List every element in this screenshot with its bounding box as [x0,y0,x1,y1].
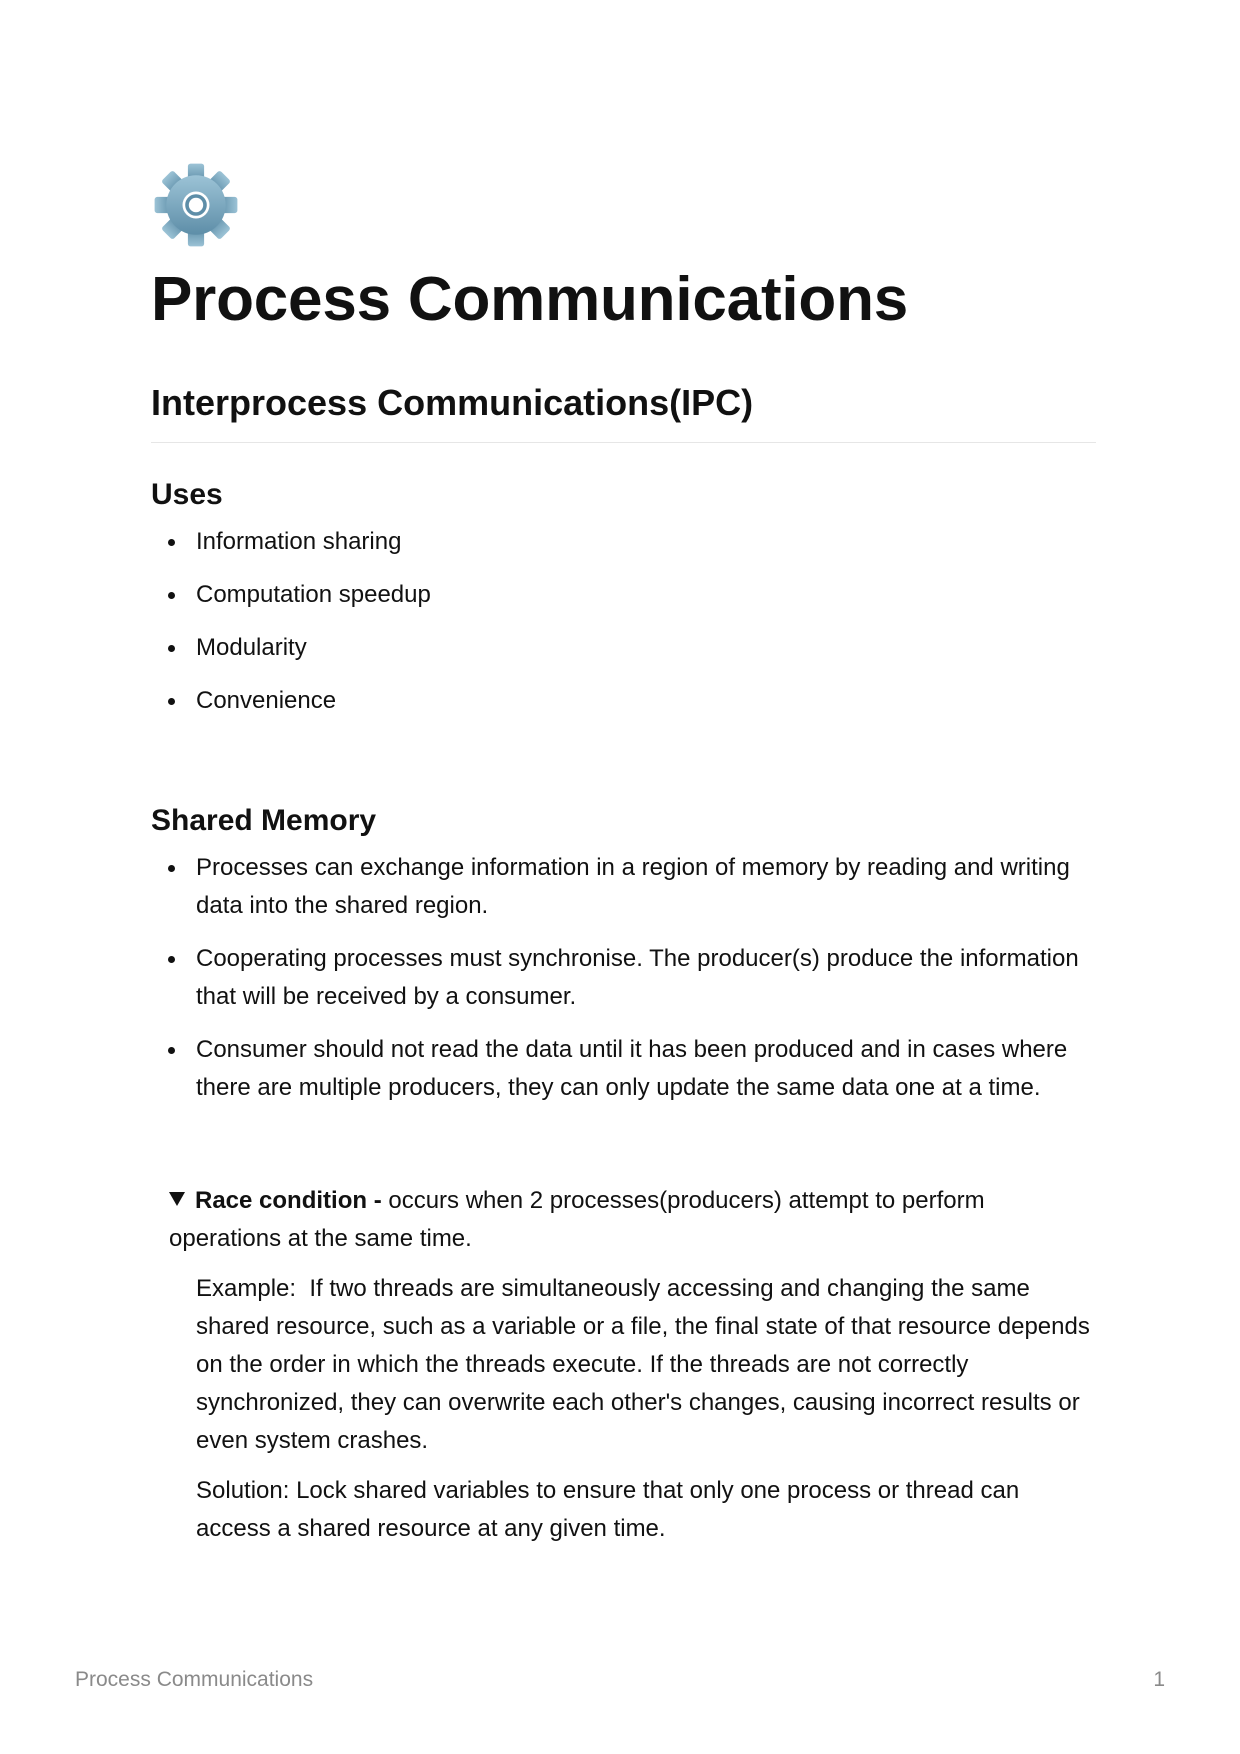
list-item [151,849,1096,925]
spacer [151,735,1096,801]
list-item [151,523,1096,561]
list-item [151,1031,1096,1107]
shared-memory-list [151,849,1096,1107]
shared-memory-heading: Shared Memory [151,804,377,837]
bullet-icon [168,698,175,705]
list-item-text: Modularity [196,634,307,661]
bullet-icon [168,592,175,599]
list-item-text: Consumer should not read the data until it has been produced and in cases where there are multiple producers, they can only update the same data one at a time. [196,1036,1068,1101]
list-item-text: Information sharing [196,528,402,555]
bullet-icon [168,645,175,652]
page-footer [75,1668,1165,1698]
triangle-down-icon[interactable] [169,1192,185,1206]
uses-heading: Uses [151,478,223,511]
toggle-label: Race condition - [195,1187,382,1214]
list-item [151,682,1096,720]
page-number: 1 [1153,1668,1165,1691]
list-item-text: Computation speedup [196,581,431,608]
example-paragraph: Example: If two threads are simultaneously accessing and changing the same shared resource, such as a variable or a file, the final state of that resource depends on the order in which the threads execute. If the threads are not correctly synchronized, they can overwrite each other's changes, causing incorrect results or even system crashes. [196,1275,1097,1454]
bullet-icon [168,865,175,872]
list-item-text: Cooperating processes must synchronise. The producer(s) produce the information that will be received by a consumer. [196,945,1079,1010]
toggle-body [196,1270,1096,1548]
list-item-text: Processes can exchange information in a region of memory by reading and writing data into the shared region. [196,854,1070,919]
toggle-summary: occurs when 2 processes(producers) attempt to perform operations at the same time. [169,1187,985,1252]
solution-paragraph: Solution: Lock shared variables to ensure that only one process or thread can access a shared resource at any given time. [196,1477,1026,1542]
bullet-icon [168,539,175,546]
bullet-icon [168,956,175,963]
bullet-icon [168,1047,175,1054]
list-item [151,940,1096,1016]
section-heading-ipc: Interprocess Communications(IPC) [151,378,1096,443]
list-item [151,629,1096,667]
race-condition-toggle [169,1182,1096,1548]
toggle-header[interactable] [169,1182,1096,1258]
page-title: Process Communications [151,265,909,334]
footer-title: Process Communications [75,1668,314,1691]
gear-icon [151,160,241,250]
page-content [151,160,1096,1560]
spacer [151,1122,1096,1182]
uses-list [151,523,1096,720]
list-item-text: Convenience [196,687,337,714]
list-item [151,576,1096,614]
